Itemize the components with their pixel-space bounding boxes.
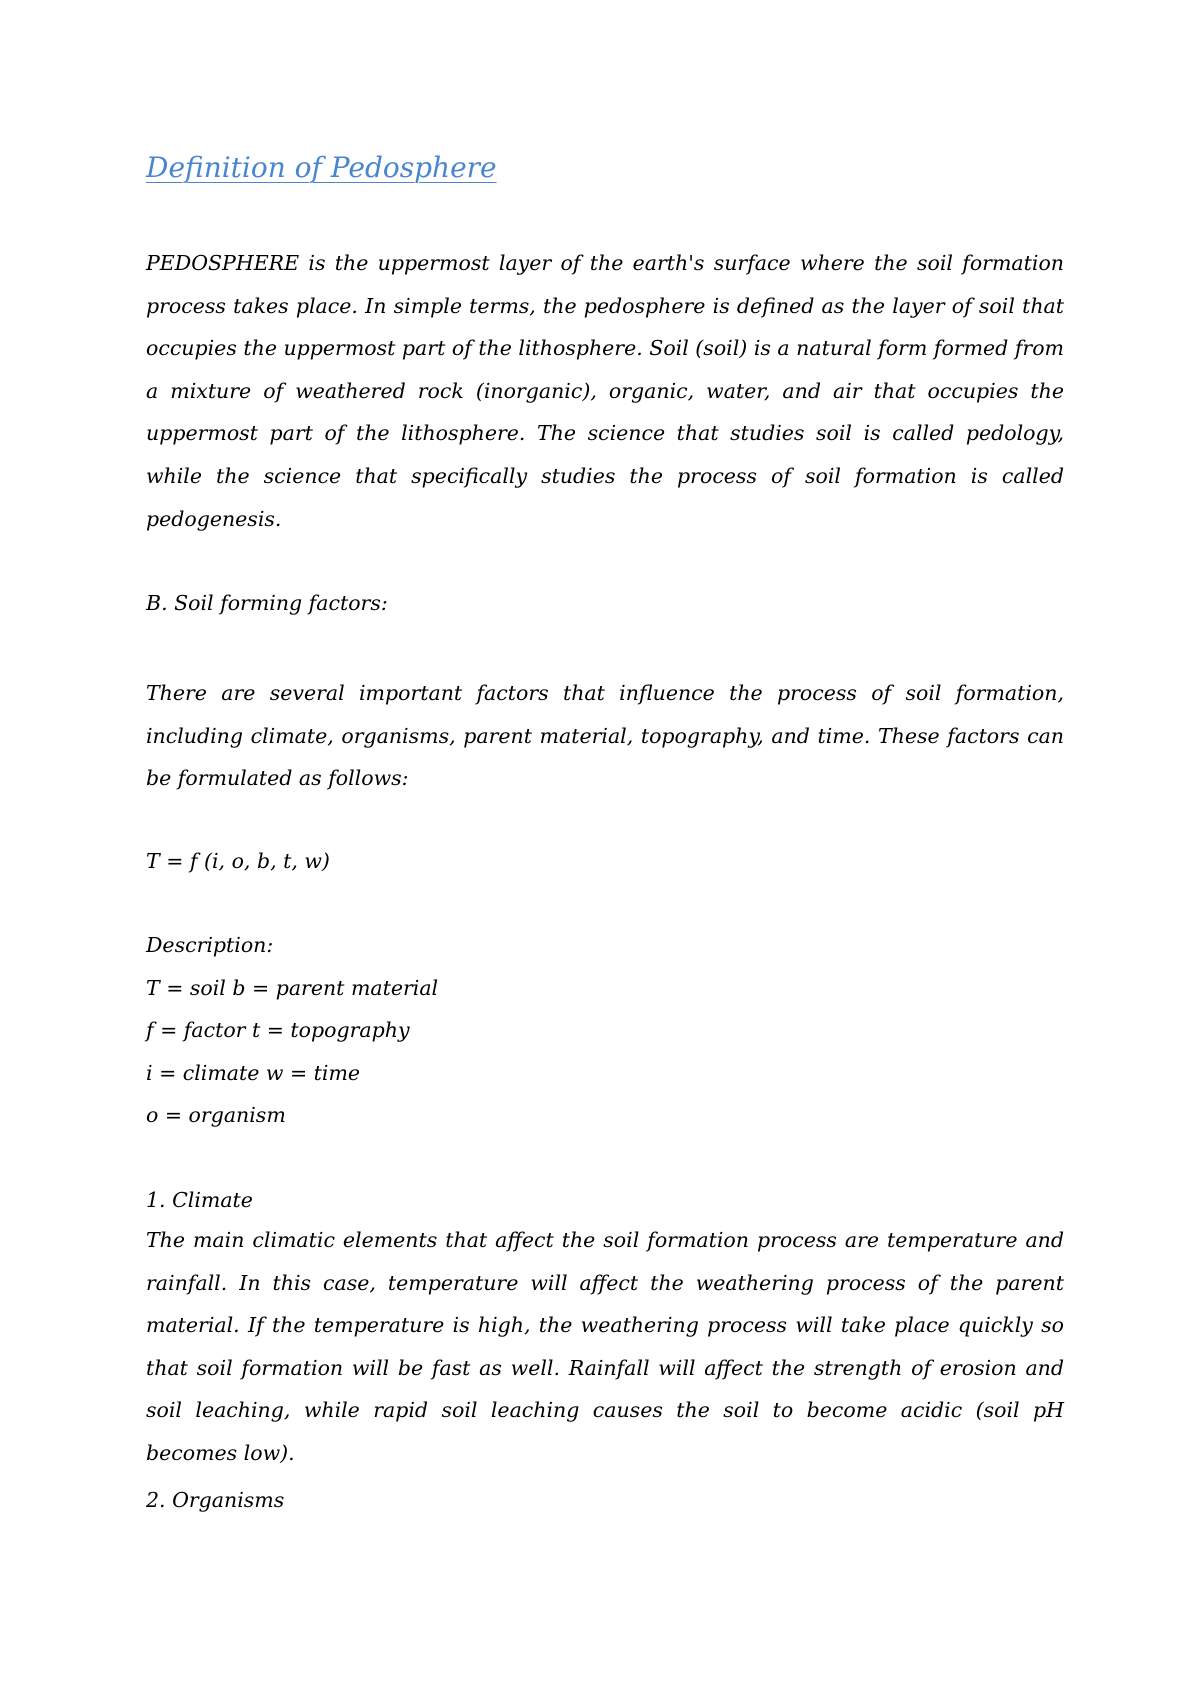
- formula: T = f (i, o, b, t, w): [146, 849, 330, 873]
- description-line: o = organism: [146, 1103, 286, 1127]
- description-line: i = climate w = time: [146, 1061, 361, 1085]
- description-line: f = factor t = topography: [146, 1018, 410, 1042]
- climate-paragraph: The main climatic elements that affect the soil formation process are temperature and rainfall. In this case, temperature will affect the weathering process of the parent material. If the temperature is high, the weathering process will take place quickly so that soil formation will be fast as well. Rainfall will affect the strength of erosion and soil leaching, while rapid soil leaching causes the soil to become acidic (soil pH becomes low).: [146, 1228, 1064, 1465]
- factors-paragraph: There are several important factors that influence the process of soil formation, including climate, organisms, parent material, topography, and time. These factors can be formulated as follows:: [146, 681, 1064, 791]
- section-b-heading: B. Soil forming factors:: [146, 591, 388, 615]
- intro-paragraph: PEDOSPHERE is the uppermost layer of the earth's surface where the soil formation process takes place. In simple terms, the pedosphere is defined as the layer of soil that occupies the uppermost part of the lithosphere. Soil (soil) is a natural form formed from a mixture of weathered rock (inorganic), organic, water, and air that occupies the uppermost part of the lithosphere. The science that studies soil is called pedology, while the science that specifically studies the process of soil formation is called pedogenesis.: [146, 251, 1064, 531]
- document-title: Definition of Pedosphere: [146, 151, 497, 184]
- description-label: Description:: [146, 933, 274, 957]
- description-line: T = soil b = parent material: [146, 976, 439, 1000]
- organisms-heading: 2. Organisms: [146, 1488, 285, 1512]
- climate-heading: 1. Climate: [146, 1188, 253, 1212]
